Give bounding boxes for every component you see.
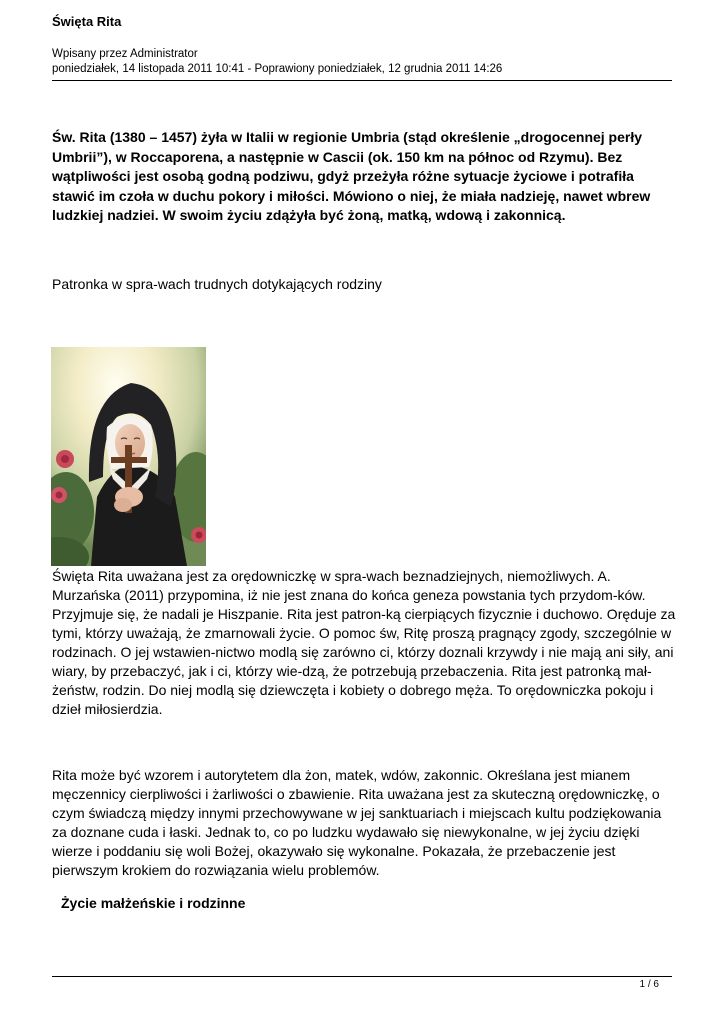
footer-divider	[52, 976, 672, 977]
author-line: Wpisany przez Administrator	[52, 48, 198, 60]
page-title: Święta Rita	[52, 14, 122, 29]
page-number: 1 / 6	[639, 979, 659, 990]
saint-rita-portrait	[51, 347, 206, 566]
paragraph-patronage: Święta Rita uważana jest za orędowniczkę w spra-wach beznadziejnych, niemożliwych. A. Murzańska (2011) przypomina, iż nie jest znana do końca geneza powstania tych przydom-ków. Przyjmuje się, że nadali je Hiszpanie. Rita jest patron-ką cierpiących fizycznie i duchowo. Oręduje za tymi, którzy uważają, że zmarnowali życie. O pomoc św, Ritę proszą pragnący zgody, szczególnie w rodzinach. O jej wstawien-nictwo modlą się zarówno ci, którzy doznali krzywdy i nie mają ani siły, ani wiary, by przebaczyć, jak i ci, którzy wie-dzą, że potrzebują przebaczenia. Rita jest patronką mał-żeństw, rodzin. Do niej modlą się dziewczęta i kobiety o dobrego męża. To orędowniczka pokoju i dzieł miłosierdzia.	[52, 568, 676, 717]
section-heading: Życie małżeńskie i rodzinne	[61, 895, 246, 911]
subheading: Patronka w spra-wach trudnych dotykających rodziny	[52, 276, 382, 292]
article-meta	[52, 47, 502, 77]
header-divider	[52, 80, 672, 81]
dates-line: poniedziałek, 14 listopada 2011 10:41 - Poprawiony poniedziałek, 12 grudnia 2011 14:26	[52, 63, 503, 75]
lead-paragraph: Św. Rita (1380 – 1457) żyła w Italii w regionie Umbria (stąd określenie „drogocennej perły Umbrii”), w Roccaporena, a następnie w Cascii (ok. 150 km na północ od Rzymu). Bez wątpliwości jest osobą godną podziwu, gdyż przeżyła różne sytuacje życiowe i potrafiła stawić im czoła w duchu pokory i miłości. Mówiono o niej, że miała nadzieję, nawet wbrew ludzkiej nadziei. W swoim życiu zdążyła być żoną, matką, wdową i zakonnicą.	[52, 129, 651, 223]
paragraph-role-model: Rita może być wzorem i autorytetem dla żon, matek, wdów, zakonnic. Określana jest mianem męczennicy cierpliwości i żarliwości o zbawienie. Rita uważana jest za skuteczną orędowniczkę, o czym świadczą między innymi przechowywane w jej sanktuariach i miejscach kultu podziękowania za doznane cuda i łaski. Jednak to, co po ludzku wydawało się niewykonalne, w jej życiu dzięki wierze i poddaniu się woli Bożej, okazywało się wykonalne. Pokazała, że przebaczenie jest pierwszym krokiem do rozwiązania wielu problemów.	[52, 767, 662, 878]
